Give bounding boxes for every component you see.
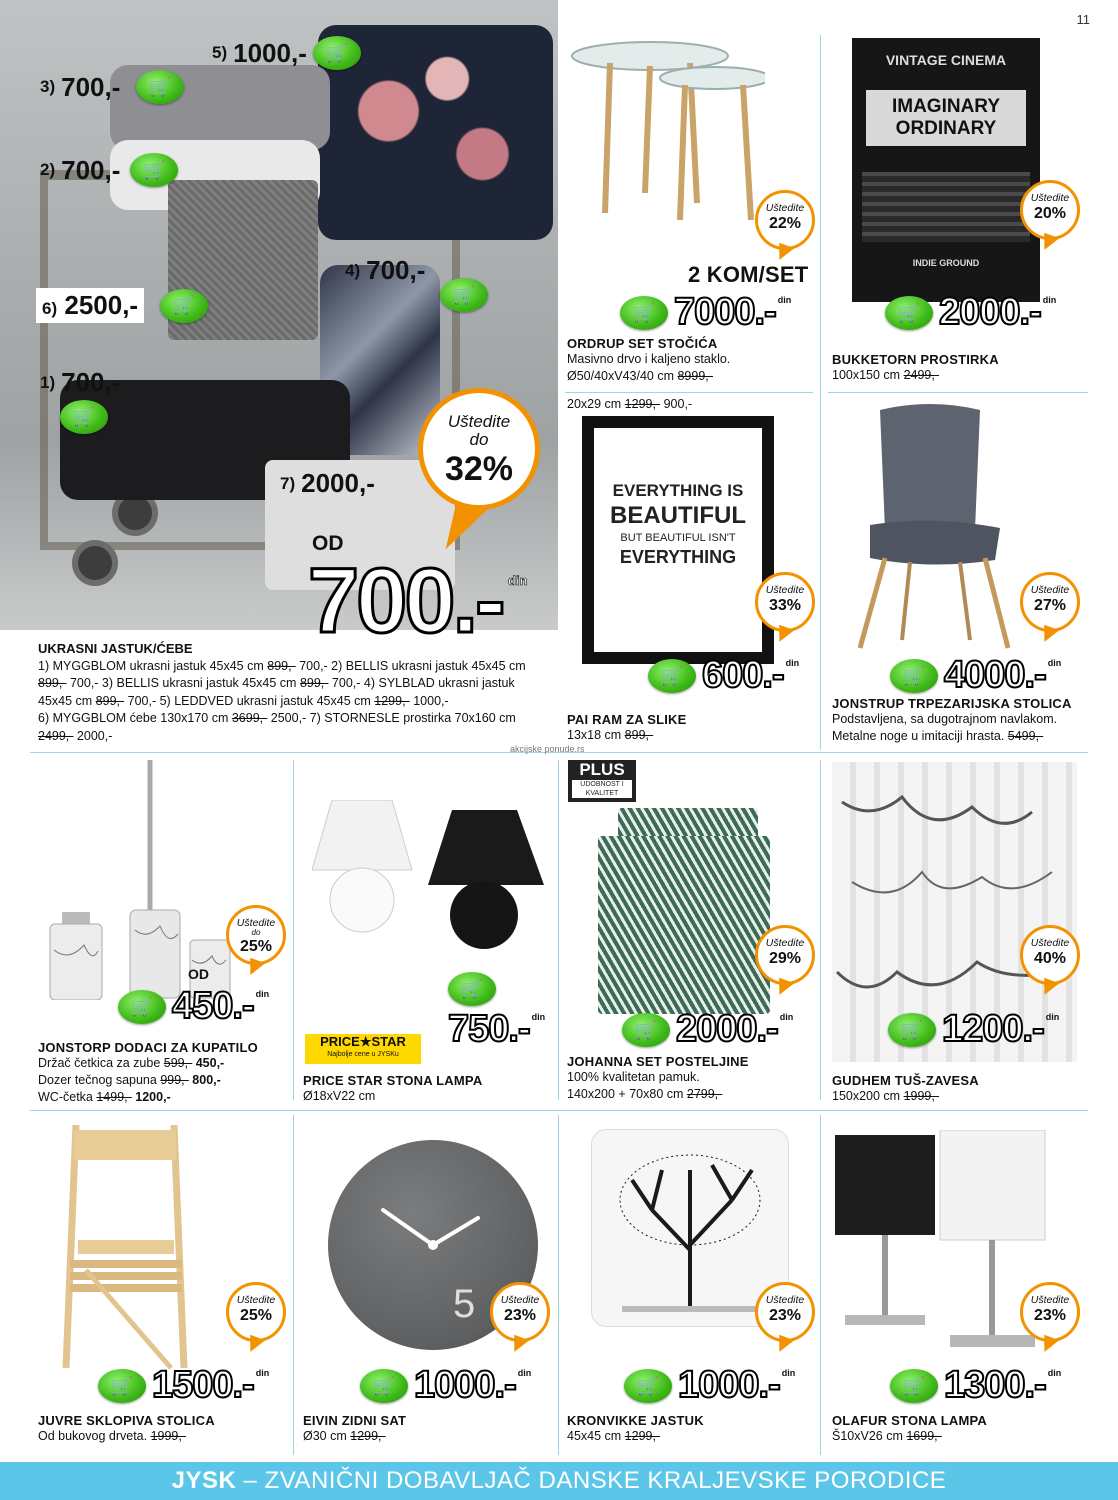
divider [565, 392, 813, 393]
price-value: 450.- [172, 985, 254, 1027]
from-label: OD [188, 966, 209, 982]
folding-chair-image [56, 1120, 196, 1372]
text: 700,- 5) LEDDVED ukrasni jastuk 45x45 cm [124, 693, 375, 708]
product-size [832, 367, 1082, 384]
shopping-cart-icon[interactable]: 🛒 [622, 1013, 670, 1047]
product-size: Ø18xV22 cm [303, 1089, 376, 1103]
currency-label: din [781, 1368, 796, 1378]
badge-text: UDOBNOST I KVALITET [572, 780, 632, 798]
shopping-cart-icon[interactable]: 🛒 [136, 70, 184, 104]
text: 2000,- [73, 728, 113, 743]
savings-percent: 33% [768, 597, 802, 614]
product-title: BUKKETORN PROSTIRKA [832, 352, 999, 367]
text: 1) MYGGBLOM ukrasni jastuk 45x45 cm [38, 658, 268, 673]
text: Š10xV26 cm [832, 1429, 907, 1443]
shopping-cart-icon[interactable]: 🛒 [620, 296, 668, 330]
plus-badge [568, 760, 636, 802]
text: 1200,- [131, 1090, 171, 1104]
desc-line [38, 658, 553, 676]
old-price: 899,- [267, 658, 296, 673]
price-tag [448, 1010, 545, 1048]
old-price: 899,- [38, 676, 67, 690]
text: 13x18 cm [567, 728, 625, 742]
desc-line [38, 710, 553, 728]
price-value: 7000.- [674, 291, 776, 333]
currency-label: din [1047, 1368, 1062, 1378]
price-value: 1000.- [678, 1364, 780, 1406]
price-index: 1) [40, 372, 56, 392]
hero-price-3 [40, 70, 184, 104]
product-size [567, 1086, 817, 1103]
old-price: 899,- [299, 676, 329, 690]
product-title: GUDHEM TUŠ-ZAVESA [832, 1073, 979, 1088]
bathroom-set-image [40, 760, 250, 1000]
product-title: UKRASNI JASTUK/ĆEBE [38, 641, 193, 656]
divider [820, 35, 821, 750]
product-info [38, 1413, 288, 1445]
currency-label: din [255, 1368, 270, 1378]
duvet-cover [598, 836, 770, 1014]
savings-percent: 23% [768, 1307, 802, 1324]
clock-numeral: 5 [453, 1282, 476, 1326]
page-number: 11 [1076, 12, 1090, 27]
product-size [832, 1428, 1082, 1445]
savings-label: Uštedite [1030, 584, 1070, 596]
price-tag [622, 1010, 793, 1048]
price-value: 600.- [702, 654, 784, 696]
price-value: 1000,- [233, 37, 307, 68]
text: 20x29 cm [567, 397, 625, 411]
footer-banner [0, 1462, 1118, 1500]
text: Držač četkica za zube [38, 1056, 164, 1070]
old-price: 1999,- [903, 1089, 940, 1103]
desc-line [38, 693, 553, 711]
price-index: 2) [40, 160, 56, 179]
savings-percent: 40% [1033, 950, 1067, 967]
price-value: 700,- [61, 367, 121, 397]
text: Ø50/40xV43/40 cm [567, 369, 678, 383]
price-value: 2000.- [676, 1008, 778, 1050]
product-line [38, 1055, 288, 1072]
savings-label: Uštedite [1030, 937, 1070, 949]
art-text: BEAUTIFUL [610, 502, 746, 529]
product-info [832, 352, 1082, 384]
old-price: 3699,- [231, 711, 268, 725]
old-price: 2499,- [903, 368, 940, 382]
text: 100x150 cm [832, 368, 904, 382]
product-info [567, 712, 817, 744]
shopping-cart-icon[interactable]: 🛒 [624, 1369, 672, 1403]
shopping-cart-icon[interactable]: 🛒 [360, 1369, 408, 1403]
size-variant [567, 396, 692, 413]
price-value: 700,- [366, 255, 426, 285]
price-tag [888, 1010, 1059, 1048]
savings-percent: 20% [1033, 205, 1067, 222]
product-desc: 100% kvalitetan pamuk. [567, 1070, 700, 1084]
text: 45x45 cm [38, 693, 96, 708]
savings-badge [1020, 925, 1080, 985]
product-info [832, 1073, 1082, 1105]
watermark: akcijske ponude.rs [510, 744, 585, 754]
divider [820, 760, 821, 1100]
product-info [832, 1413, 1082, 1445]
product-title: JONSTORP DODACI ZA KUPATILO [38, 1040, 258, 1055]
price-tag [885, 293, 1056, 331]
rug-seats [862, 172, 1030, 242]
currency-label: din [777, 295, 792, 305]
shopping-cart-icon[interactable]: 🛒 [890, 659, 938, 693]
divider [558, 760, 559, 1100]
shopping-cart-icon[interactable]: 🛒 [60, 400, 108, 434]
hero-description [38, 640, 553, 745]
savings-label: Uštedite [765, 584, 805, 596]
shopping-cart-icon[interactable]: 🛒 [160, 289, 208, 323]
savings-percent: 25% [239, 1307, 273, 1324]
text: 150x200 cm [832, 1089, 904, 1103]
old-price: 1999,- [150, 1429, 187, 1443]
hero-price-5 [212, 36, 361, 70]
savings-label: Uštedite [765, 202, 805, 214]
price-value: 1300.- [944, 1364, 1046, 1406]
old-price: 1299,- [624, 1429, 661, 1443]
text: 45x45 cm [567, 1429, 625, 1443]
old-price: 599,- [163, 1056, 193, 1070]
product-size [303, 1428, 553, 1445]
price-star-badge [305, 1034, 421, 1064]
product-info [832, 696, 1092, 745]
price-tag [118, 987, 269, 1025]
text: 1000,- [409, 693, 449, 708]
product-info [303, 1073, 553, 1105]
price-tag [890, 656, 1061, 694]
old-price: 8999,- [677, 369, 713, 383]
old-price: 1699,- [906, 1429, 942, 1443]
savings-percent: 25% [239, 938, 273, 955]
rug-banner [866, 90, 1026, 146]
savings-badge [755, 190, 815, 250]
price-index: 6) [42, 299, 58, 318]
price-value: 2000.- [939, 291, 1041, 333]
nesting-tables-image [565, 38, 765, 228]
savings-badge [226, 905, 286, 965]
savings-percent: 23% [503, 1307, 537, 1324]
savings-bubble [418, 388, 540, 510]
old-price: 1499,- [96, 1090, 132, 1104]
price-value: 2500,- [64, 290, 139, 320]
savings-label: Uštedite [447, 412, 511, 431]
product-title: JOHANNA SET POSTELJINE [567, 1054, 749, 1069]
set-label: 2 KOM/SET [688, 262, 809, 287]
hero-price-4 [345, 255, 425, 286]
shopping-cart-icon[interactable]: 🛒 [130, 153, 178, 187]
savings-percent: 32% [444, 450, 514, 488]
product-title: EIVIN ZIDNI SAT [303, 1413, 407, 1428]
rug-text: INDIE GROUND [912, 258, 980, 268]
savings-badge [490, 1282, 550, 1342]
product-info [303, 1413, 553, 1445]
product-size [567, 727, 817, 744]
price-index: 3) [40, 77, 56, 96]
shopping-cart-icon[interactable]: 🛒 [313, 36, 361, 70]
hero-price-6 [36, 288, 208, 323]
price-value: 1200.- [942, 1008, 1044, 1050]
currency-label: din [1042, 295, 1057, 305]
price-tag [890, 1366, 1061, 1404]
savings-badge [1020, 572, 1080, 632]
old-price: 5499,- [1007, 729, 1044, 743]
art-text: EVERYTHING IS [612, 481, 744, 500]
text: 450,- [192, 1056, 225, 1070]
old-price: 899,- [624, 728, 654, 742]
badge-text: PLUS [579, 760, 625, 779]
savings-percent: 23% [1033, 1307, 1067, 1324]
old-price: 2499,- [38, 728, 74, 743]
product-desc: Masivno drvo i kaljeno staklo. [567, 352, 731, 366]
picture-frame-image [582, 416, 774, 664]
divider [293, 760, 294, 1100]
price-index: 4) [345, 260, 361, 280]
price-value: 700,- [61, 71, 121, 102]
price-value: 4000.- [944, 654, 1046, 696]
bed-linen-image [598, 808, 770, 1014]
savings-label: Uštedite [236, 917, 276, 929]
price-value: 750.- [448, 1008, 530, 1050]
currency-label: din [517, 1368, 532, 1378]
currency-label: din [1047, 658, 1062, 668]
currency-label: din [255, 989, 270, 999]
divider [30, 1110, 1088, 1111]
product-desc [38, 1428, 288, 1445]
text: 900,- [660, 397, 693, 411]
price-tag [648, 656, 799, 694]
old-price: 1299,- [624, 397, 661, 411]
product-title: ORDRUP SET STOČIĆA [567, 336, 718, 351]
cart-wheel [72, 540, 118, 586]
divider [558, 1115, 559, 1455]
text: Od bukovog drveta. [38, 1429, 151, 1443]
product-desc: Podstavljena, sa dugotrajnom navlakom. [832, 712, 1058, 726]
rug-image [852, 38, 1040, 302]
hero-price-1 [40, 367, 120, 398]
savings-percent: 29% [768, 950, 802, 967]
product-title: JUVRE SKLOPIVA STOLICA [38, 1413, 215, 1428]
text: 2500,- 7) STORNESLE prostirka 70x160 cm [267, 711, 516, 725]
currency-label: din [1045, 1012, 1060, 1022]
price-index: 7) [280, 473, 296, 493]
product-size [567, 1428, 817, 1445]
product-info [38, 1040, 288, 1106]
price-index: 5) [212, 43, 228, 62]
hero-price-2 [40, 153, 178, 187]
text: 800,- [188, 1073, 221, 1087]
savings-badge [1020, 180, 1080, 240]
product-title: JONSTRUP TRPEZARIJSKA STOLICA [832, 696, 1072, 711]
savings-label: Uštedite [1030, 1294, 1070, 1306]
product-line [38, 1072, 288, 1089]
old-price: 899,- [95, 693, 125, 708]
rug-text: VINTAGE CINEMA [885, 52, 1007, 68]
currency-label: din [785, 658, 800, 668]
text: WC-četka [38, 1090, 97, 1104]
product-info [567, 336, 817, 385]
desc-line [38, 675, 553, 693]
savings-badge [755, 1282, 815, 1342]
savings-badge [755, 572, 815, 632]
currency-label: din [508, 573, 528, 588]
divider [293, 1115, 294, 1455]
hero-big-price: 700.- [308, 550, 503, 652]
old-price: 2799,- [686, 1087, 723, 1101]
savings-badge [755, 925, 815, 985]
shopping-cart-icon[interactable]: 🛒 [448, 972, 496, 1006]
table-lamps-image [312, 800, 552, 950]
old-price: 1299,- [350, 1429, 386, 1443]
badge-text: Najbolje cene u JYSKu [327, 1051, 399, 1058]
shopping-cart-icon[interactable]: 🛒 [885, 296, 933, 330]
shopping-cart-icon[interactable]: 🛒 [890, 1369, 938, 1403]
product-size [567, 368, 817, 385]
footer-text: – ZVANIČNI DOBAVLJAČ DANSKE KRALJEVSKE PORODICE [236, 1467, 947, 1494]
price-tag [98, 1366, 269, 1404]
rug-text: ORDINARY [895, 118, 997, 139]
product-info [567, 1054, 817, 1103]
product-desc [832, 728, 1092, 745]
text: 700,- 2) BELLIS ukrasni jastuk 45x45 cm [295, 658, 526, 673]
product-title: KRONVIKKE JASTUK [567, 1413, 704, 1428]
shopping-cart-icon[interactable]: 🛒 [648, 659, 696, 693]
product-title: OLAFUR STONA LAMPA [832, 1413, 988, 1428]
price-value: 1000.- [414, 1364, 516, 1406]
shopping-cart-icon[interactable]: 🛒 [98, 1369, 146, 1403]
price-tag [624, 1366, 795, 1404]
desc-line [38, 728, 553, 746]
price-value: 2000,- [301, 468, 375, 498]
product-title: PRICE STAR STONA LAMPA [303, 1073, 483, 1088]
rug-text: IMAGINARY [891, 96, 1001, 117]
currency-label: din [531, 1012, 546, 1022]
currency-label: din [779, 1012, 794, 1022]
shopping-cart-icon[interactable]: 🛒 [118, 990, 166, 1024]
savings-label: Uštedite [765, 937, 805, 949]
art-text: EVERYTHING [619, 547, 737, 567]
dining-chair-image [840, 400, 1020, 652]
badge-text: PRICE★STAR [320, 1034, 406, 1049]
text: Ø30 cm [303, 1429, 351, 1443]
hero-price-7 [280, 468, 375, 499]
product-info [567, 1413, 817, 1445]
text: 140x200 + 70x80 cm [567, 1087, 687, 1101]
product-line [38, 1089, 288, 1106]
savings-badge [1020, 1282, 1080, 1342]
price-box [36, 288, 144, 323]
divider [828, 392, 1088, 393]
old-price: 999,- [160, 1073, 189, 1087]
brand-name: JYSK [171, 1467, 237, 1494]
savings-label: Uštedite [500, 1294, 540, 1306]
savings-upto: do [251, 928, 261, 937]
text: 6) MYGGBLOM ćebe 130x170 cm [38, 711, 232, 725]
frame-art [594, 428, 762, 652]
art-text: BUT BEAUTIFUL ISN'T [620, 532, 736, 544]
text: 700,- 3) BELLIS ukrasni jastuk 45x45 cm [66, 676, 300, 690]
price-value: 1500.- [152, 1364, 254, 1406]
product-size [832, 1088, 1082, 1105]
price-tag [620, 293, 791, 331]
from-label: OD [312, 532, 344, 555]
shopping-cart-icon[interactable]: 🛒 [440, 278, 488, 312]
savings-percent: 22% [768, 215, 802, 232]
savings-label: Uštedite [765, 1294, 805, 1306]
savings-upto: do [469, 430, 489, 449]
product-title: PAI RAM ZA SLIKE [567, 712, 687, 727]
savings-badge [226, 1282, 286, 1342]
text: 700,- 4) SYLBLAD ukrasni jastuk [328, 676, 515, 690]
divider [820, 1115, 821, 1455]
text: Dozer tečnog sapuna [38, 1073, 161, 1087]
shopping-cart-icon[interactable]: 🛒 [888, 1013, 936, 1047]
savings-label: Uštedite [236, 1294, 276, 1306]
savings-label: Uštedite [1030, 192, 1070, 204]
savings-percent: 27% [1033, 597, 1067, 614]
old-price: 1299,- [374, 693, 410, 708]
price-tag [360, 1366, 531, 1404]
price-value: 700,- [61, 154, 121, 185]
text: Metalne noge u imitaciji hrasta. [832, 729, 1008, 743]
